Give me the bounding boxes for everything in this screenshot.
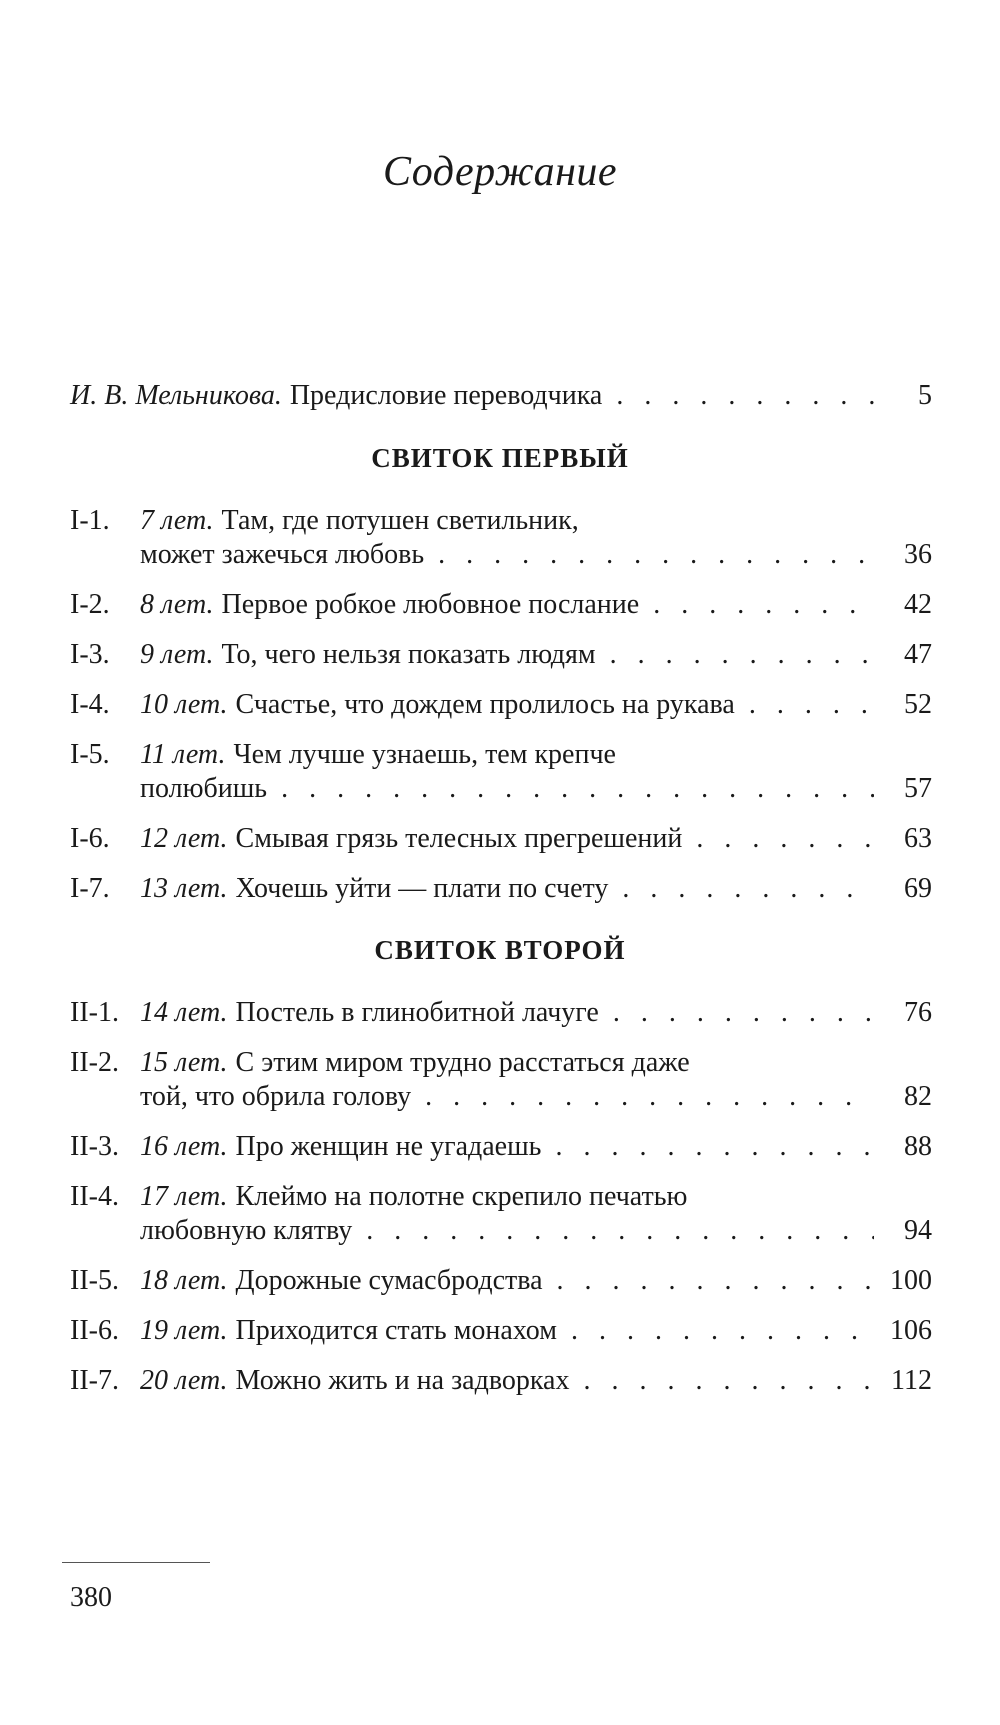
page-ref: 82 bbox=[904, 1081, 932, 1112]
entry-code: I-1. bbox=[70, 505, 110, 536]
entry-line bbox=[140, 1080, 932, 1114]
page-ref: 36 bbox=[904, 539, 932, 570]
page-number: 380 bbox=[70, 1582, 112, 1613]
entry-line bbox=[140, 772, 932, 806]
page-ref: 112 bbox=[891, 1365, 932, 1396]
entry-code: I-3. bbox=[70, 639, 110, 670]
dot-leader bbox=[583, 1364, 873, 1398]
entry-body bbox=[140, 1046, 932, 1114]
entry-line bbox=[140, 822, 932, 856]
entry-body bbox=[140, 1130, 932, 1164]
entry-body bbox=[140, 504, 932, 572]
entry-title-continued: полюбишь bbox=[140, 773, 268, 804]
entry-line bbox=[140, 872, 932, 906]
toc-entry bbox=[70, 1264, 932, 1298]
entry-code: II-2. bbox=[70, 1047, 119, 1078]
entry-code: I-4. bbox=[70, 689, 110, 720]
entry-age: 14 лет. bbox=[140, 997, 228, 1028]
entry-age: 12 лет. bbox=[140, 823, 228, 854]
entry-age: 17 лет. bbox=[140, 1181, 228, 1212]
entry-body bbox=[140, 822, 932, 856]
dot-leader bbox=[366, 1214, 874, 1248]
entry-line bbox=[140, 1130, 932, 1164]
dot-leader bbox=[613, 996, 874, 1030]
dot-leader bbox=[438, 538, 874, 572]
toc-entry bbox=[70, 1130, 932, 1164]
entry-age: 10 лет. bbox=[140, 689, 228, 720]
entry-title-continued: любовную клятву bbox=[140, 1215, 353, 1246]
toc-section-1 bbox=[70, 504, 932, 922]
entry-line bbox=[140, 504, 932, 538]
entry-body bbox=[140, 1180, 932, 1248]
entry-age: 11 лет. bbox=[140, 739, 226, 770]
entry-age: 8 лет. bbox=[140, 589, 214, 620]
dot-leader bbox=[610, 638, 874, 672]
entry-title-continued: может зажечься любовь bbox=[140, 539, 425, 570]
page-ref: 69 bbox=[904, 873, 932, 904]
entry-body bbox=[140, 1364, 932, 1398]
entry-body bbox=[140, 872, 932, 906]
entry-title: Смывая грязь телесных прегрешений bbox=[235, 823, 683, 854]
section-heading: СВИТОК ПЕРВЫЙ bbox=[371, 443, 629, 473]
entry-body bbox=[140, 588, 932, 622]
entry-body bbox=[140, 1314, 932, 1348]
entry-title: Первое робкое любовное послание bbox=[221, 589, 640, 620]
entry-age: 9 лет. bbox=[140, 639, 214, 670]
toc-entry bbox=[70, 588, 932, 622]
toc-entry bbox=[70, 996, 932, 1030]
entry-age: 18 лет. bbox=[140, 1265, 228, 1296]
entry-title: Приходится стать монахом bbox=[235, 1315, 557, 1346]
page-ref: 88 bbox=[904, 1131, 932, 1162]
toc-entry bbox=[70, 1046, 932, 1114]
entry-line bbox=[140, 588, 932, 622]
page-ref: 100 bbox=[890, 1265, 932, 1296]
page-ref: 63 bbox=[904, 823, 932, 854]
entry-code: II-5. bbox=[70, 1265, 119, 1296]
page-ref: 5 bbox=[918, 380, 932, 411]
entry-code: I-5. bbox=[70, 739, 110, 770]
toc-section-2 bbox=[70, 996, 932, 1414]
entry-line bbox=[140, 1314, 932, 1348]
entry-line bbox=[140, 538, 932, 572]
entry-title: Постель в глинобитной лачуге bbox=[235, 997, 599, 1028]
entry-age: 13 лет. bbox=[140, 873, 228, 904]
entry-title: Счастье, что дождем пролилось на рукава bbox=[235, 689, 735, 720]
page-title: Содержание bbox=[382, 149, 618, 195]
toc-entry bbox=[70, 688, 932, 722]
entry-title: То, чего нельзя показать людям bbox=[221, 639, 596, 670]
entry-title: Клеймо на полотне скрепило печатью bbox=[235, 1181, 688, 1212]
entry-title: Хочешь уйти — плати по счету bbox=[235, 873, 609, 904]
page-ref: 76 bbox=[904, 997, 932, 1028]
dot-leader bbox=[425, 1080, 874, 1114]
toc-entry bbox=[70, 638, 932, 672]
toc-entry bbox=[70, 822, 932, 856]
entry-body bbox=[140, 638, 932, 672]
entry-body bbox=[140, 1264, 932, 1298]
dot-leader bbox=[616, 380, 874, 412]
page-ref: 94 bbox=[904, 1215, 932, 1246]
footer-divider bbox=[62, 1562, 210, 1563]
entry-title: С этим миром трудно расстаться даже bbox=[235, 1047, 690, 1078]
entry-line bbox=[140, 1264, 932, 1298]
entry-age: 15 лет. bbox=[140, 1047, 228, 1078]
toc-entry bbox=[70, 504, 932, 572]
page-ref: 57 bbox=[904, 773, 932, 804]
entry-code: I-2. bbox=[70, 589, 110, 620]
entry-body bbox=[140, 738, 932, 806]
entry-line bbox=[140, 1180, 932, 1214]
toc-entry bbox=[70, 872, 932, 906]
entry-age: 20 лет. bbox=[140, 1365, 228, 1396]
entry-code: II-4. bbox=[70, 1181, 119, 1212]
entry-age: 19 лет. bbox=[140, 1315, 228, 1346]
entry-code: I-6. bbox=[70, 823, 110, 854]
toc-entry bbox=[70, 1314, 932, 1348]
toc-entry bbox=[70, 1364, 932, 1398]
entry-code: II-1. bbox=[70, 997, 119, 1028]
dot-leader bbox=[555, 1130, 874, 1164]
entry-body bbox=[140, 996, 932, 1030]
toc-entry-preface bbox=[70, 380, 932, 412]
entry-line bbox=[140, 1364, 932, 1398]
page-ref: 52 bbox=[904, 689, 932, 720]
dot-leader bbox=[281, 772, 874, 806]
dot-leader bbox=[749, 688, 874, 722]
entry-code: II-6. bbox=[70, 1315, 119, 1346]
entry-line bbox=[140, 638, 932, 672]
entry-title: Про женщин не угадаешь bbox=[235, 1131, 542, 1162]
page-ref: 42 bbox=[904, 589, 932, 620]
entry-code: II-7. bbox=[70, 1365, 119, 1396]
dot-leader bbox=[571, 1314, 872, 1348]
preface-title: Предисловие переводчика bbox=[289, 380, 603, 411]
entry-code: I-7. bbox=[70, 873, 110, 904]
entry-age: 16 лет. bbox=[140, 1131, 228, 1162]
entry-title: Можно жить и на задворках bbox=[235, 1365, 570, 1396]
entry-line bbox=[140, 1046, 932, 1080]
toc-entry bbox=[70, 1180, 932, 1248]
preface-author: И. В. Мельникова. bbox=[70, 380, 282, 411]
entry-line bbox=[140, 996, 932, 1030]
dot-leader bbox=[622, 872, 874, 906]
dot-leader bbox=[653, 588, 874, 622]
entry-line bbox=[140, 738, 932, 772]
toc-entry bbox=[70, 738, 932, 806]
entry-title: Там, где потушен светильник, bbox=[221, 505, 579, 536]
entry-line bbox=[140, 1214, 932, 1248]
dot-leader bbox=[557, 1264, 872, 1298]
entry-age: 7 лет. bbox=[140, 505, 214, 536]
section-heading: СВИТОК ВТОРОЙ bbox=[374, 935, 626, 965]
entry-title-continued: той, что обрила голову bbox=[140, 1081, 412, 1112]
page-ref: 47 bbox=[904, 639, 932, 670]
dot-leader bbox=[696, 822, 874, 856]
entry-title: Чем лучше узнаешь, тем крепче bbox=[233, 739, 616, 770]
entry-title: Дорожные сумасбродства bbox=[235, 1265, 543, 1296]
entry-body bbox=[140, 688, 932, 722]
page-ref: 106 bbox=[890, 1315, 932, 1346]
entry-line bbox=[140, 688, 932, 722]
entry-code: II-3. bbox=[70, 1131, 119, 1162]
